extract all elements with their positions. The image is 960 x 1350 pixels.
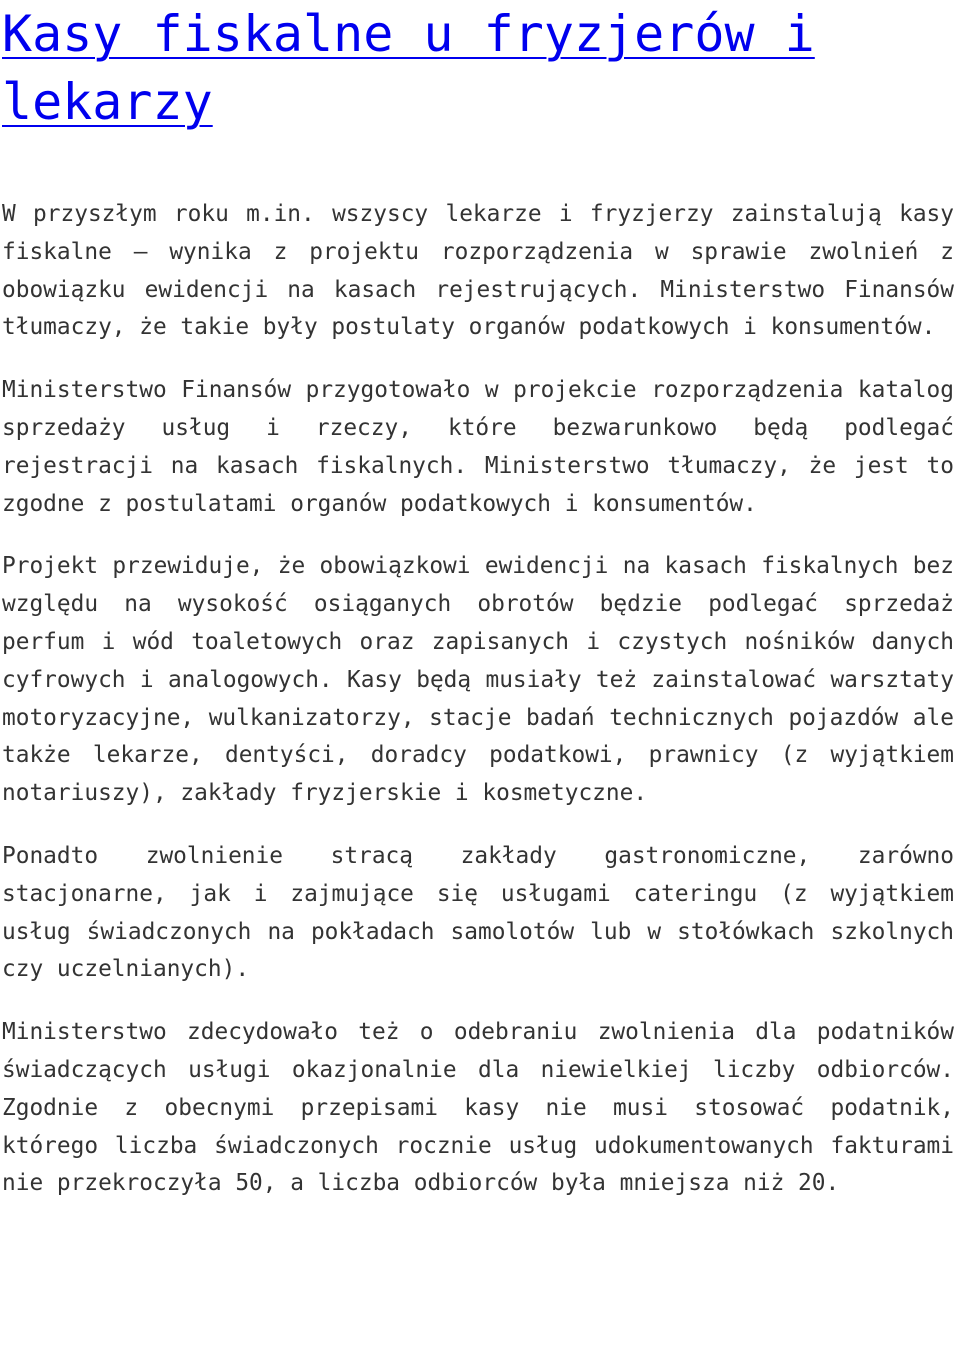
article-paragraph: W przyszłym roku m.in. wszyscy lekarze i fryzjerzy zainstalują kasy fiskalne – wynika z projektu rozporządzenia w sprawie zwolnień z obowiązku ewidencji na kasach rejestrujących. Ministerstwo Finansów tłumaczy, że takie były postulaty organów podatkowych i konsumentów. bbox=[2, 201, 954, 341]
article-paragraph: Ministerstwo zdecydowało też o odebraniu zwolnienia dla podatników świadczących usługi okazjonalnie dla niewielkiej liczby odbiorców. Zgodnie z obecnymi przepisami kasy nie musi stosować podatnik, którego liczba świadczonych rocznie usług udokumentowanych fakturami nie przekroczyła 50, a liczba odbiorców była mniejsza niż 20. bbox=[2, 1019, 954, 1197]
article-paragraph: Ponadto zwolnienie stracą zakłady gastronomiczne, zarówno stacjonarne, jak i zajmujące się usługami cateringu (z wyjątkiem usług świadczonych na pokładach samolotów lub w stołówkach szkolnych czy uczelnianych). bbox=[2, 842, 954, 983]
article-title-link[interactable]: Kasy fiskalne u fryzjerów i lekarzy bbox=[2, 5, 815, 131]
article-paragraph: Ministerstwo Finansów przygotowało w projekcie rozporządzenia katalog sprzedaży usług i rzeczy, które bezwarunkowo będą podlegać rejestracji na kasach fiskalnych. Ministerstwo tłumaczy, że jest to zgodne z postulatami organów podatkowych i konsumentów. bbox=[2, 377, 954, 517]
article-title bbox=[2, 0, 954, 136]
article-paragraph: Projekt przewiduje, że obowiązkowi ewidencji na kasach fiskalnych bez względu na wysokość osiąganych obrotów będzie podlegać sprzedaż perfum i wód toaletowych oraz zapisanych i czystych nośników danych cyfrowych i analogowych. Kasy będą musiały też zainstalować warsztaty motoryzacyjne, wulkanizatorzy, stacje badań technicznych pojazdów ale także lekarze, dentyści, doradcy podatkowi, prawnicy (z wyjątkiem notariuszy), zakłady fryzjerskie i kosmetyczne. bbox=[2, 553, 954, 807]
article-body bbox=[2, 196, 954, 1203]
